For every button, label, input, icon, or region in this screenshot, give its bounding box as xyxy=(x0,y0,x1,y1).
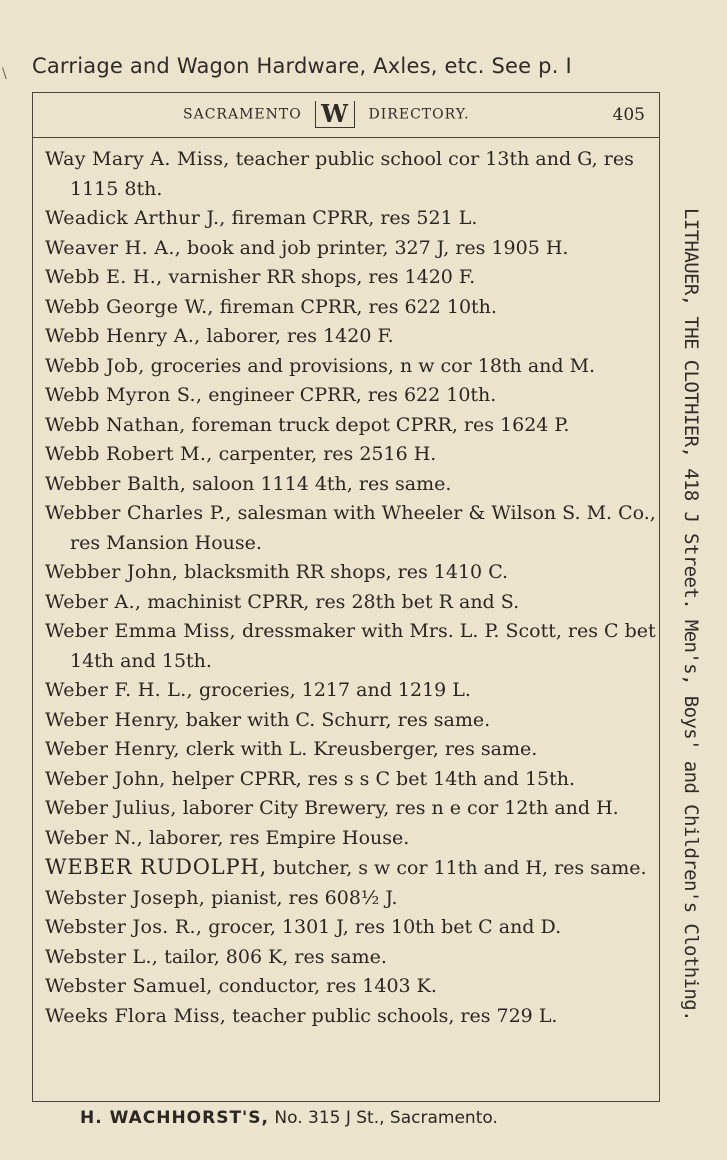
directory-entry xyxy=(45,352,657,382)
entry-name: Weber Henry, xyxy=(45,708,180,731)
entry-name: Weber F. H. L., xyxy=(45,679,193,701)
directory-entry xyxy=(45,853,657,884)
entry-details: laborer, res Empire House. xyxy=(142,826,410,849)
entry-name: Weber N., xyxy=(45,826,143,849)
entry-name: Webster L., xyxy=(45,945,159,968)
entry-name: Weber A., xyxy=(45,590,142,613)
side-ad-text: LITHAUER, THE CLOTHIER, 418 J Street. Men's, Boys' and Children's Clothing. xyxy=(680,208,702,1021)
entry-name: Webb E. H., xyxy=(45,266,163,288)
footer-advertisement xyxy=(80,1108,498,1128)
stray-mark: \ xyxy=(2,66,7,82)
entry-details: clerk with L. Kreusberger, res same. xyxy=(179,738,538,760)
running-head-title xyxy=(183,101,470,128)
directory-entry xyxy=(45,794,657,824)
entry-details: saloon 1114 4th, res same. xyxy=(186,472,452,495)
entry-details: foreman truck depot CPRR, res 1624 P. xyxy=(185,413,570,436)
entry-name: Weber Emma Miss, xyxy=(45,620,236,642)
directory-entry xyxy=(45,972,657,1002)
entry-details: teacher public school cor 13th and G, res 1115 8th. xyxy=(70,148,634,200)
directory-entry xyxy=(45,706,657,736)
directory-entry xyxy=(45,499,657,558)
entry-name: Webb George W., xyxy=(45,295,214,318)
directory-entry xyxy=(45,440,657,470)
directory-entry xyxy=(45,588,657,618)
page-frame xyxy=(32,92,660,1102)
entry-name: Webster Samuel, xyxy=(45,975,213,997)
entry-details: carpenter, res 2516 H. xyxy=(212,443,437,465)
directory-entry xyxy=(45,381,657,411)
directory-entry xyxy=(45,263,657,293)
directory-entry xyxy=(45,676,657,706)
entry-name: Webb Job, xyxy=(45,354,145,377)
entry-details: grocer, 1301 J, res 10th bet C and D. xyxy=(202,916,562,938)
entry-name: Webb Myron S., xyxy=(45,384,203,406)
entry-name: Webb Henry A., xyxy=(45,325,201,347)
directory-entry xyxy=(45,884,657,914)
directory-entry xyxy=(45,943,657,973)
directory-entry xyxy=(45,411,657,441)
entry-details: laborer City Brewery, res n e cor 12th and H. xyxy=(176,797,619,819)
entry-name: Weber Henry, xyxy=(45,738,180,760)
entry-details: salesman with Wheeler & Wilson S. M. Co., res Mansion House. xyxy=(70,502,656,554)
entry-details: fireman CPRR, res 521 L. xyxy=(225,207,478,229)
entry-details: book and job printer, 327 J, res 1905 H. xyxy=(181,236,569,259)
directory-entry xyxy=(45,617,657,676)
directory-entry xyxy=(45,470,657,500)
directory-entry xyxy=(45,765,657,795)
directory-entry xyxy=(45,293,657,323)
entry-details: teacher public schools, res 729 L. xyxy=(226,1004,558,1027)
entry-name: Webster Joseph, xyxy=(45,886,206,909)
entry-name: Webber John, xyxy=(45,561,179,583)
directory-entry xyxy=(45,145,657,204)
entry-details: baker with C. Schurr, res same. xyxy=(179,708,491,731)
footer-ad-address: No. 315 J St., Sacramento. xyxy=(268,1108,498,1128)
entry-name: Webber Charles P., xyxy=(45,502,232,524)
entry-name: Way Mary A. Miss, xyxy=(45,148,230,170)
entry-details: varnisher RR shops, res 1420 F. xyxy=(162,266,476,288)
entry-details: tailor, 806 K, res same. xyxy=(158,945,387,968)
entry-details: laborer, res 1420 F. xyxy=(200,325,394,347)
entry-details: groceries and provisions, n w cor 18th and M. xyxy=(144,354,596,377)
entry-details: pianist, res 608½ J. xyxy=(205,886,398,909)
entry-details: machinist CPRR, res 28th bet R and S. xyxy=(141,590,520,613)
top-banner-ad: Carriage and Wagon Hardware, Axles, etc. See p. I xyxy=(32,54,572,78)
section-letter: W xyxy=(315,101,355,128)
entry-details: fireman CPRR, res 622 10th. xyxy=(213,295,497,318)
entry-name: WEBER RUDOLPH, xyxy=(45,855,267,879)
entry-name: Weadick Arthur J., xyxy=(45,207,226,229)
running-head-directory: DIRECTORY. xyxy=(368,106,470,123)
entry-details: blacksmith RR shops, res 1410 C. xyxy=(178,561,509,583)
entry-name: Weber John, xyxy=(45,767,166,790)
directory-entry xyxy=(45,1002,657,1032)
side-advertisement xyxy=(668,208,708,1021)
running-head xyxy=(33,93,659,138)
footer-ad-name: H. WACHHORST'S, xyxy=(80,1108,269,1128)
entry-name: Weeks Flora Miss, xyxy=(45,1004,227,1027)
directory-entry xyxy=(45,234,657,264)
entry-name: Webber Balth, xyxy=(45,472,187,495)
page-number: 405 xyxy=(612,105,645,125)
entry-name: Webb Robert M., xyxy=(45,443,213,465)
entry-details: conductor, res 1403 K. xyxy=(212,975,437,997)
entry-name: Weaver H. A., xyxy=(45,236,181,259)
entry-details: butcher, s w cor 11th and H, res same. xyxy=(267,857,647,879)
directory-entries xyxy=(45,145,657,1031)
entry-name: Webb Nathan, xyxy=(45,413,186,436)
directory-entry xyxy=(45,735,657,765)
entry-details: dressmaker with Mrs. L. P. Scott, res C bet 14th and 15th. xyxy=(70,620,656,672)
entry-details: groceries, 1217 and 1219 L. xyxy=(192,679,471,701)
entry-details: engineer CPRR, res 622 10th. xyxy=(202,384,497,406)
directory-entry xyxy=(45,913,657,943)
directory-entry xyxy=(45,824,657,854)
entry-name: Weber Julius, xyxy=(45,797,177,819)
directory-entry xyxy=(45,322,657,352)
entry-details: helper CPRR, res s s C bet 14th and 15th. xyxy=(165,767,576,790)
directory-entry xyxy=(45,204,657,234)
entry-name: Webster Jos. R., xyxy=(45,916,203,938)
running-head-city: SACRAMENTO xyxy=(183,106,302,123)
directory-entry xyxy=(45,558,657,588)
